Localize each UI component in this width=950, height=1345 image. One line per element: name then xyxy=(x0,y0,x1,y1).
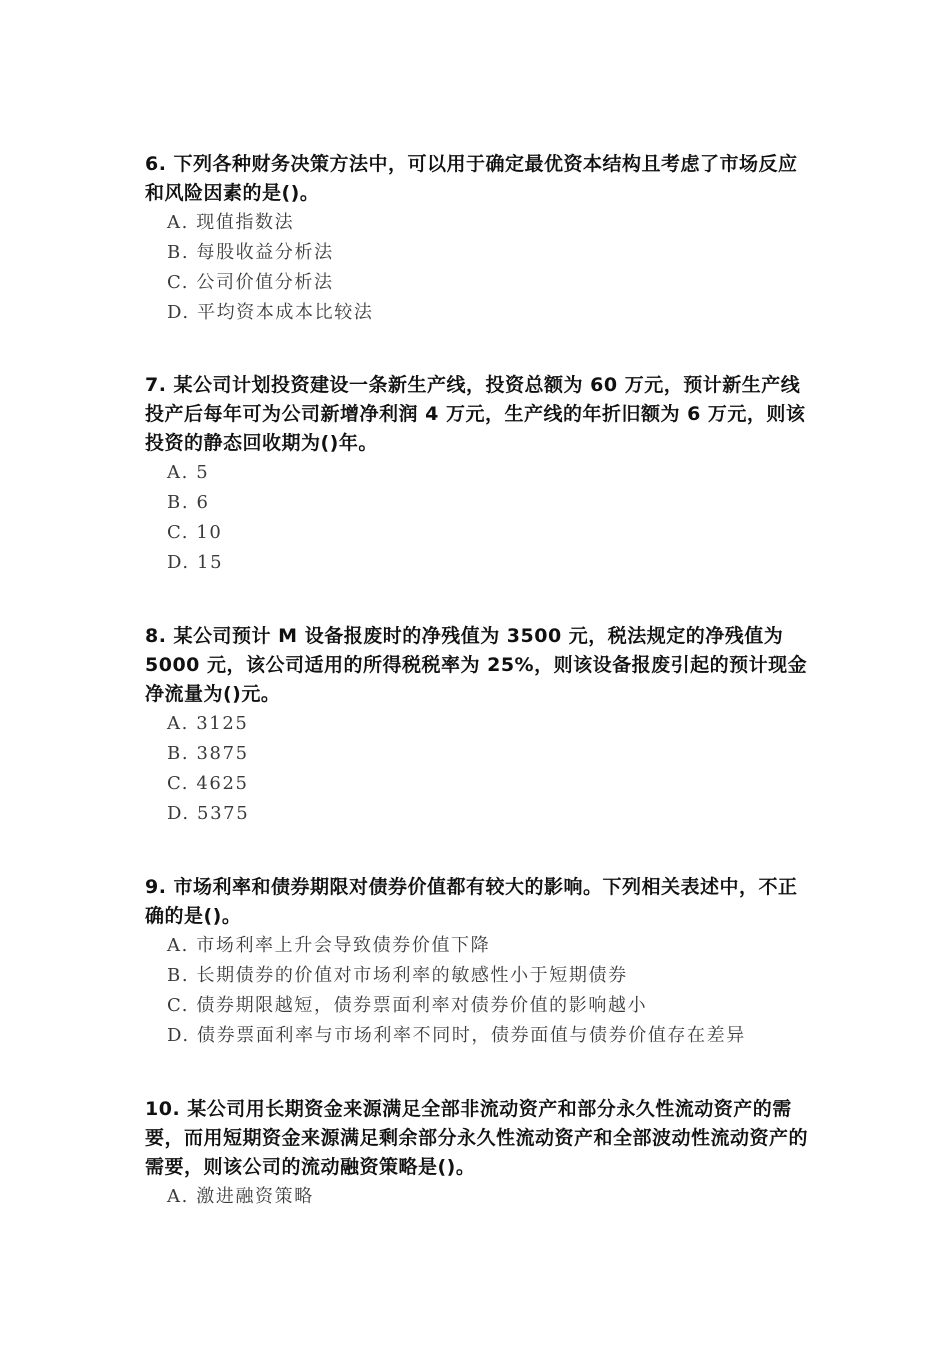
option-b: B. 长期债券的价值对市场利率的敏感性小于短期债券 xyxy=(167,965,628,986)
option-list xyxy=(145,931,815,1051)
option-list xyxy=(145,208,815,328)
question-stem: 8. 某公司预计 M 设备报废时的净残值为 3500 元，税法规定的净残值为 5000 元，该公司适用的所得税税率为 25%，则该设备报废引起的预计现金净流量为()元。 xyxy=(145,625,808,705)
option-list xyxy=(145,1182,815,1212)
option-d: D. 债券票面利率与市场利率不同时，债券面值与债券价值存在差异 xyxy=(167,1025,746,1046)
question-stem: 7. 某公司计划投资建设一条新生产线，投资总额为 60 万元，预计新生产线投产后每年可为公司新增净利润 4 万元，生产线的年折旧额为 6 万元，则该投资的静态回收期为()年。 xyxy=(145,374,806,454)
option-a: A. 市场利率上升会导致债券价值下降 xyxy=(167,935,491,956)
question-6 xyxy=(145,150,815,328)
option-a: A. 激进融资策略 xyxy=(167,1186,314,1207)
option-d: D. 5375 xyxy=(167,803,250,824)
question-stem: 9. 市场利率和债券期限对债券价值都有较大的影响。下列相关表述中，不正确的是()。 xyxy=(145,876,798,927)
option-b: B. 每股收益分析法 xyxy=(167,242,334,263)
option-a: A. 3125 xyxy=(167,713,249,734)
option-c: C. 4625 xyxy=(167,773,249,794)
option-a: A. 5 xyxy=(167,462,210,483)
option-a: A. 现值指数法 xyxy=(167,212,295,233)
question-stem: 6. 下列各种财务决策方法中，可以用于确定最优资本结构且考虑了市场反应和风险因素的是()。 xyxy=(145,153,798,204)
option-b: B. 6 xyxy=(167,492,210,513)
option-b: B. 3875 xyxy=(167,743,249,764)
option-list xyxy=(145,458,815,578)
question-9 xyxy=(145,873,815,1051)
option-d: D. 15 xyxy=(167,552,224,573)
option-c: C. 公司价值分析法 xyxy=(167,272,334,293)
option-c: C. 债券期限越短，债券票面利率对债券价值的影响越小 xyxy=(167,995,648,1016)
option-c: C. 10 xyxy=(167,522,223,543)
question-stem: 10. 某公司用长期资金来源满足全部非流动资产和部分永久性流动资产的需要，而用短期资金来源满足剩余部分永久性流动资产和全部波动性流动资产的需要，则该公司的流动融资策略是()。 xyxy=(145,1098,809,1178)
question-8 xyxy=(145,622,815,829)
question-7 xyxy=(145,371,815,578)
option-list xyxy=(145,709,815,829)
question-10 xyxy=(145,1095,815,1212)
option-d: D. 平均资本成本比较法 xyxy=(167,302,374,323)
